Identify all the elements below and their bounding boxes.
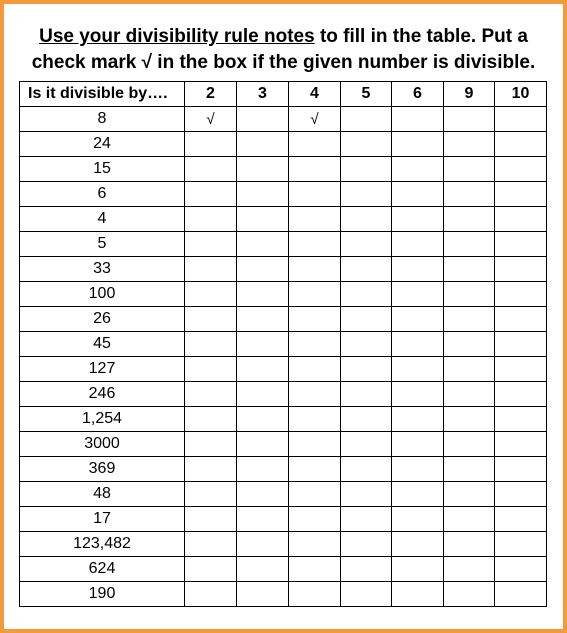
check-cell-10[interactable] [495, 307, 547, 332]
check-cell-2[interactable] [185, 382, 237, 407]
check-cell-4[interactable] [289, 482, 341, 507]
check-cell-5[interactable] [341, 282, 392, 307]
table-row [20, 382, 547, 407]
check-cell-5[interactable] [341, 532, 392, 557]
check-cell-5[interactable] [341, 582, 392, 607]
number-cell: 15 [20, 157, 185, 182]
check-cell-6[interactable] [392, 582, 444, 607]
check-cell-10[interactable] [495, 532, 547, 557]
instructions-line-1 [0, 24, 567, 50]
check-cell-10[interactable] [495, 257, 547, 282]
table-row [20, 482, 547, 507]
check-cell-3[interactable] [237, 107, 289, 132]
number-cell: 190 [20, 582, 185, 607]
check-cell-4[interactable] [289, 507, 341, 532]
instructions-line-1-rest: to fill in the table. Put a [314, 26, 528, 47]
instructions-underlined-text: Use your divisibility rule notes [39, 26, 315, 47]
check-cell-4[interactable] [289, 457, 341, 482]
check-cell-9[interactable] [444, 282, 495, 307]
check-cell-9[interactable] [444, 132, 495, 157]
check-cell-5[interactable] [341, 482, 392, 507]
check-cell-9[interactable] [444, 382, 495, 407]
check-cell-5[interactable] [341, 457, 392, 482]
check-cell-9[interactable] [444, 232, 495, 257]
check-cell-2[interactable] [185, 257, 237, 282]
check-cell-4[interactable]: √ [289, 107, 341, 132]
check-cell-10[interactable] [495, 582, 547, 607]
check-cell-2[interactable] [185, 182, 237, 207]
number-cell: 4 [20, 207, 185, 232]
check-cell-9[interactable] [444, 357, 495, 382]
number-cell: 45 [20, 332, 185, 357]
check-cell-6[interactable] [392, 532, 444, 557]
instructions-line-2: check mark √ in the box if the given number is divisible. [31, 52, 536, 73]
check-cell-2[interactable] [185, 557, 237, 582]
check-cell-4[interactable] [289, 382, 341, 407]
table-row [20, 182, 547, 207]
check-cell-4[interactable] [289, 407, 341, 432]
check-cell-5[interactable] [341, 232, 392, 257]
number-cell: 127 [20, 357, 185, 382]
check-cell-10[interactable] [495, 382, 547, 407]
check-cell-6[interactable] [392, 507, 444, 532]
check-cell-4[interactable] [289, 582, 341, 607]
table-row [20, 282, 547, 307]
check-cell-2[interactable] [185, 482, 237, 507]
table-row [20, 207, 547, 232]
check-cell-5[interactable] [341, 157, 392, 182]
check-cell-4[interactable] [289, 207, 341, 232]
check-cell-6[interactable] [392, 482, 444, 507]
check-cell-9[interactable] [444, 432, 495, 457]
number-cell: 123,482 [20, 532, 185, 557]
divisor-header-10: 10 [495, 82, 547, 107]
check-cell-2[interactable] [185, 407, 237, 432]
check-cell-2[interactable] [185, 207, 237, 232]
check-cell-2[interactable] [185, 307, 237, 332]
check-cell-5[interactable] [341, 332, 392, 357]
check-cell-9[interactable] [444, 532, 495, 557]
check-cell-2[interactable] [185, 582, 237, 607]
check-cell-5[interactable] [341, 432, 392, 457]
check-cell-5[interactable] [341, 557, 392, 582]
check-cell-4[interactable] [289, 282, 341, 307]
check-cell-2[interactable] [185, 282, 237, 307]
check-cell-10[interactable] [495, 457, 547, 482]
check-cell-9[interactable] [444, 207, 495, 232]
check-cell-6[interactable] [392, 207, 444, 232]
table-row [20, 457, 547, 482]
check-cell-4[interactable] [289, 332, 341, 357]
check-cell-3[interactable] [237, 457, 289, 482]
table-row [20, 257, 547, 282]
check-cell-5[interactable] [341, 257, 392, 282]
check-cell-3[interactable] [237, 332, 289, 357]
table-row [20, 132, 547, 157]
table-row [20, 232, 547, 257]
check-cell-4[interactable] [289, 132, 341, 157]
check-cell-9[interactable] [444, 457, 495, 482]
check-cell-10[interactable] [495, 407, 547, 432]
check-cell-2[interactable] [185, 532, 237, 557]
check-cell-3[interactable] [237, 432, 289, 457]
check-cell-6[interactable] [392, 407, 444, 432]
check-cell-3[interactable] [237, 157, 289, 182]
check-cell-6[interactable] [392, 282, 444, 307]
check-cell-2[interactable] [185, 157, 237, 182]
number-cell: 8 [20, 107, 185, 132]
check-cell-4[interactable] [289, 432, 341, 457]
check-cell-9[interactable] [444, 107, 495, 132]
check-cell-2[interactable] [185, 232, 237, 257]
check-cell-10[interactable] [495, 282, 547, 307]
divisibility-table [19, 81, 547, 607]
check-cell-4[interactable] [289, 157, 341, 182]
check-cell-2[interactable] [185, 457, 237, 482]
number-cell: 6 [20, 182, 185, 207]
check-cell-3[interactable] [237, 407, 289, 432]
check-cell-3[interactable] [237, 507, 289, 532]
check-cell-10[interactable] [495, 182, 547, 207]
check-cell-6[interactable] [392, 307, 444, 332]
table-row [20, 107, 547, 132]
check-cell-10[interactable] [495, 232, 547, 257]
check-cell-5[interactable] [341, 407, 392, 432]
check-cell-2[interactable] [185, 132, 237, 157]
check-cell-6[interactable] [392, 182, 444, 207]
check-cell-2[interactable] [185, 507, 237, 532]
check-cell-3[interactable] [237, 532, 289, 557]
check-cell-3[interactable] [237, 582, 289, 607]
divisor-header-4: 4 [289, 82, 341, 107]
check-cell-5[interactable] [341, 382, 392, 407]
table-row [20, 432, 547, 457]
check-cell-6[interactable] [392, 107, 444, 132]
corner-label: Is it divisible by…. [20, 82, 185, 107]
check-cell-10[interactable] [495, 207, 547, 232]
number-cell: 100 [20, 282, 185, 307]
check-cell-9[interactable] [444, 257, 495, 282]
check-cell-9[interactable] [444, 157, 495, 182]
check-cell-9[interactable] [444, 582, 495, 607]
check-cell-5[interactable] [341, 307, 392, 332]
check-cell-4[interactable] [289, 307, 341, 332]
check-cell-6[interactable] [392, 332, 444, 357]
table-row [20, 357, 547, 382]
check-cell-6[interactable] [392, 557, 444, 582]
divisor-header-9: 9 [444, 82, 495, 107]
number-cell: 17 [20, 507, 185, 532]
check-cell-3[interactable] [237, 557, 289, 582]
check-cell-3[interactable] [237, 132, 289, 157]
check-cell-3[interactable] [237, 482, 289, 507]
check-cell-5[interactable] [341, 507, 392, 532]
check-cell-2[interactable] [185, 332, 237, 357]
check-cell-4[interactable] [289, 357, 341, 382]
divisor-header-2: 2 [185, 82, 237, 107]
table-row [20, 532, 547, 557]
table-body [20, 107, 547, 607]
table-row [20, 557, 547, 582]
divisor-header-5: 5 [341, 82, 392, 107]
check-cell-6[interactable] [392, 357, 444, 382]
table-row [20, 307, 547, 332]
number-cell: 624 [20, 557, 185, 582]
table-row [20, 157, 547, 182]
number-cell: 246 [20, 382, 185, 407]
check-cell-6[interactable] [392, 432, 444, 457]
check-cell-3[interactable] [237, 282, 289, 307]
table-row [20, 507, 547, 532]
check-cell-2[interactable] [185, 357, 237, 382]
check-cell-9[interactable] [444, 332, 495, 357]
check-cell-3[interactable] [237, 307, 289, 332]
divisor-header-3: 3 [237, 82, 289, 107]
check-cell-2[interactable] [185, 432, 237, 457]
check-cell-6[interactable] [392, 382, 444, 407]
check-cell-9[interactable] [444, 307, 495, 332]
check-cell-10[interactable] [495, 332, 547, 357]
check-cell-6[interactable] [392, 157, 444, 182]
check-cell-2[interactable]: √ [185, 107, 237, 132]
check-cell-9[interactable] [444, 407, 495, 432]
number-cell: 5 [20, 232, 185, 257]
check-cell-5[interactable] [341, 182, 392, 207]
table-row [20, 407, 547, 432]
check-cell-3[interactable] [237, 232, 289, 257]
table-row [20, 332, 547, 357]
instructions [0, 24, 567, 76]
check-cell-3[interactable] [237, 357, 289, 382]
number-cell: 48 [20, 482, 185, 507]
number-cell: 369 [20, 457, 185, 482]
divisor-header-6: 6 [392, 82, 444, 107]
number-cell: 26 [20, 307, 185, 332]
check-cell-10[interactable] [495, 482, 547, 507]
check-cell-9[interactable] [444, 557, 495, 582]
check-cell-4[interactable] [289, 232, 341, 257]
check-cell-10[interactable] [495, 357, 547, 382]
check-cell-3[interactable] [237, 207, 289, 232]
check-cell-5[interactable] [341, 107, 392, 132]
check-cell-9[interactable] [444, 507, 495, 532]
check-cell-10[interactable] [495, 157, 547, 182]
check-cell-3[interactable] [237, 257, 289, 282]
check-cell-4[interactable] [289, 182, 341, 207]
check-cell-10[interactable] [495, 107, 547, 132]
check-cell-10[interactable] [495, 507, 547, 532]
check-cell-10[interactable] [495, 132, 547, 157]
check-cell-4[interactable] [289, 557, 341, 582]
number-cell: 3000 [20, 432, 185, 457]
table-row [20, 582, 547, 607]
check-cell-9[interactable] [444, 482, 495, 507]
check-cell-10[interactable] [495, 432, 547, 457]
check-cell-5[interactable] [341, 132, 392, 157]
check-cell-5[interactable] [341, 207, 392, 232]
number-cell: 1,254 [20, 407, 185, 432]
check-cell-6[interactable] [392, 132, 444, 157]
check-cell-3[interactable] [237, 182, 289, 207]
check-cell-6[interactable] [392, 232, 444, 257]
check-cell-4[interactable] [289, 532, 341, 557]
number-cell: 24 [20, 132, 185, 157]
check-cell-6[interactable] [392, 457, 444, 482]
check-cell-5[interactable] [341, 357, 392, 382]
check-cell-6[interactable] [392, 257, 444, 282]
check-cell-10[interactable] [495, 557, 547, 582]
check-cell-9[interactable] [444, 182, 495, 207]
check-cell-4[interactable] [289, 257, 341, 282]
header-row [20, 82, 547, 107]
number-cell: 33 [20, 257, 185, 282]
check-cell-3[interactable] [237, 382, 289, 407]
